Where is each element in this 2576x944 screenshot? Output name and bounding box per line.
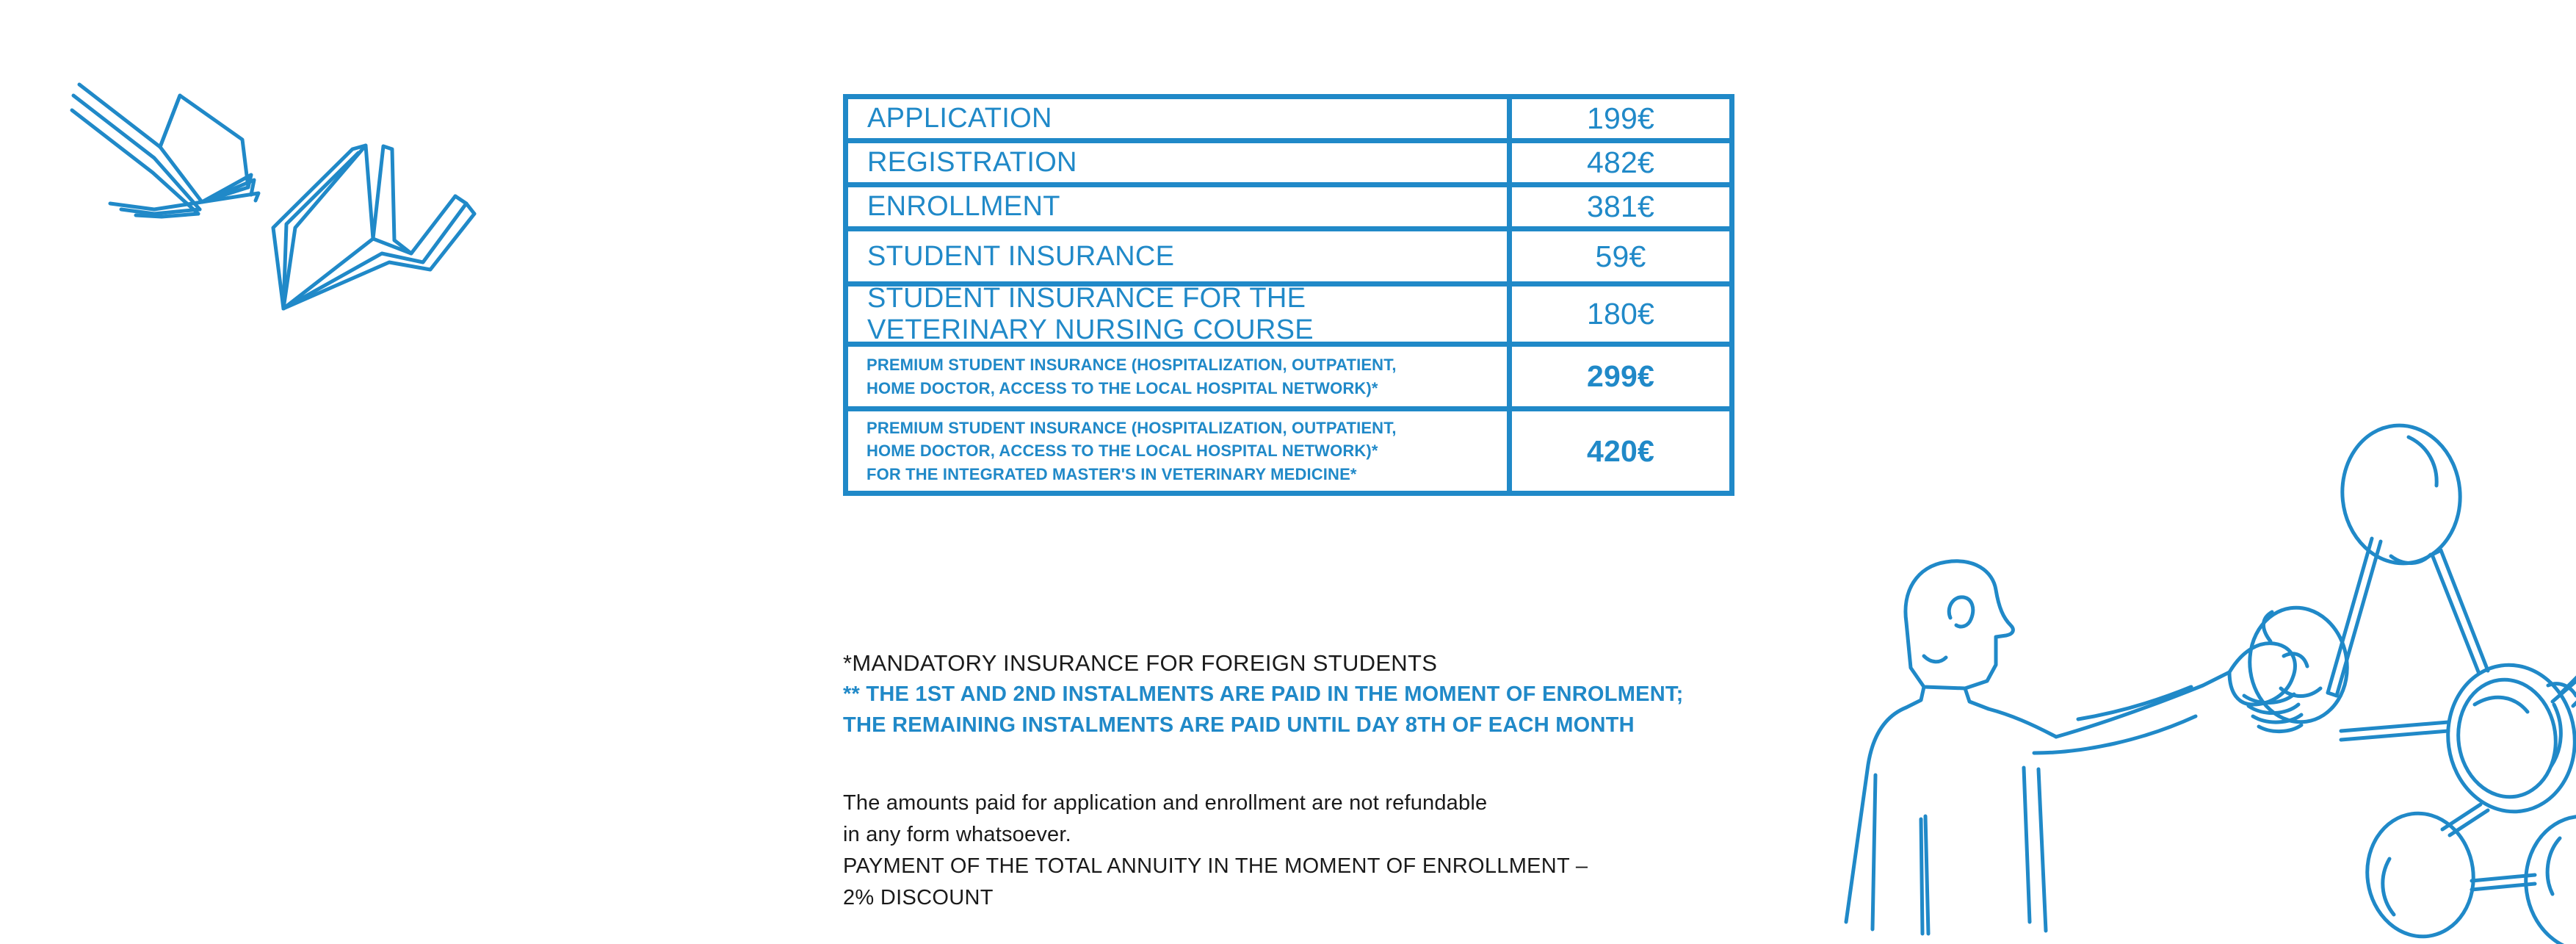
fee-label-cell	[848, 143, 1512, 182]
fee-label-line: STUDENT INSURANCE	[867, 240, 1175, 272]
fee-price-cell: 482€	[1586, 145, 1654, 179]
fee-label-cell	[848, 282, 1512, 345]
fee-price-cell: 420€	[1586, 433, 1654, 468]
fee-label-cell	[848, 347, 1512, 406]
open-books-icon	[66, 70, 521, 312]
fee-label-line: PREMIUM STUDENT INSURANCE (HOSPITALIZATION, OUTPATIENT,	[866, 419, 1397, 438]
fee-label-line: APPLICATION	[867, 103, 1052, 134]
notes-block	[843, 648, 1944, 741]
table-row	[848, 187, 1729, 231]
table-row	[848, 282, 1729, 347]
fee-label-line: HOME DOCTOR, ACCESS TO THE LOCAL HOSPITAL NETWORK)*	[866, 442, 1378, 461]
refund-line-1: The amounts paid for application and enrollment are not refundable	[843, 791, 1488, 815]
note-instalments-line-2: THE REMAINING INSTALMENTS ARE PAID UNTIL DAY 8TH OF EACH MONTH	[843, 713, 1635, 737]
fee-label-cell	[848, 99, 1512, 138]
table-row	[848, 99, 1729, 143]
fees-table	[843, 94, 1734, 496]
fee-label-line: ENROLLMENT	[867, 191, 1060, 223]
fee-price-cell: 381€	[1586, 190, 1654, 223]
table-row	[848, 411, 1729, 491]
note-mandatory-insurance: *MANDATORY INSURANCE FOR FOREIGN STUDENTS	[843, 650, 1438, 676]
refund-policy-block	[843, 788, 1944, 914]
fee-label-line: HOME DOCTOR, ACCESS TO THE LOCAL HOSPITAL NETWORK)*	[866, 378, 1378, 397]
table-row	[848, 143, 1729, 187]
fee-label-line: FOR THE INTEGRATED MASTER'S IN VETERINARY MEDICINE*	[866, 464, 1357, 483]
fee-label-cell	[848, 411, 1512, 491]
fee-label-line: STUDENT INSURANCE FOR THE	[867, 282, 1306, 314]
fee-label-line: PREMIUM STUDENT INSURANCE (HOSPITALIZATION, OUTPATIENT,	[866, 356, 1397, 375]
fee-label-cell	[848, 231, 1512, 281]
table-row	[848, 231, 1729, 287]
fee-label-line: REGISTRATION	[867, 147, 1077, 179]
fee-price-cell: 59€	[1595, 239, 1646, 273]
fee-price-cell: 299€	[1586, 359, 1654, 393]
fee-price-cell: 180€	[1586, 297, 1654, 331]
note-instalments-line-1: ** THE 1ST AND 2ND INSTALMENTS ARE PAID IN THE MOMENT OF ENROLMENT;	[843, 682, 1684, 706]
refund-line-2: in any form whatsoever.	[843, 822, 1071, 846]
fee-label-cell	[848, 187, 1512, 226]
refund-line-3: PAYMENT OF THE TOTAL ANNUITY IN THE MOMENT OF ENROLLMENT –	[843, 854, 1588, 878]
refund-line-4: 2% DISCOUNT	[843, 885, 994, 909]
fee-label-line: VETERINARY NURSING COURSE	[867, 314, 1314, 345]
table-row	[848, 347, 1729, 411]
fee-price-cell: 199€	[1586, 101, 1654, 135]
